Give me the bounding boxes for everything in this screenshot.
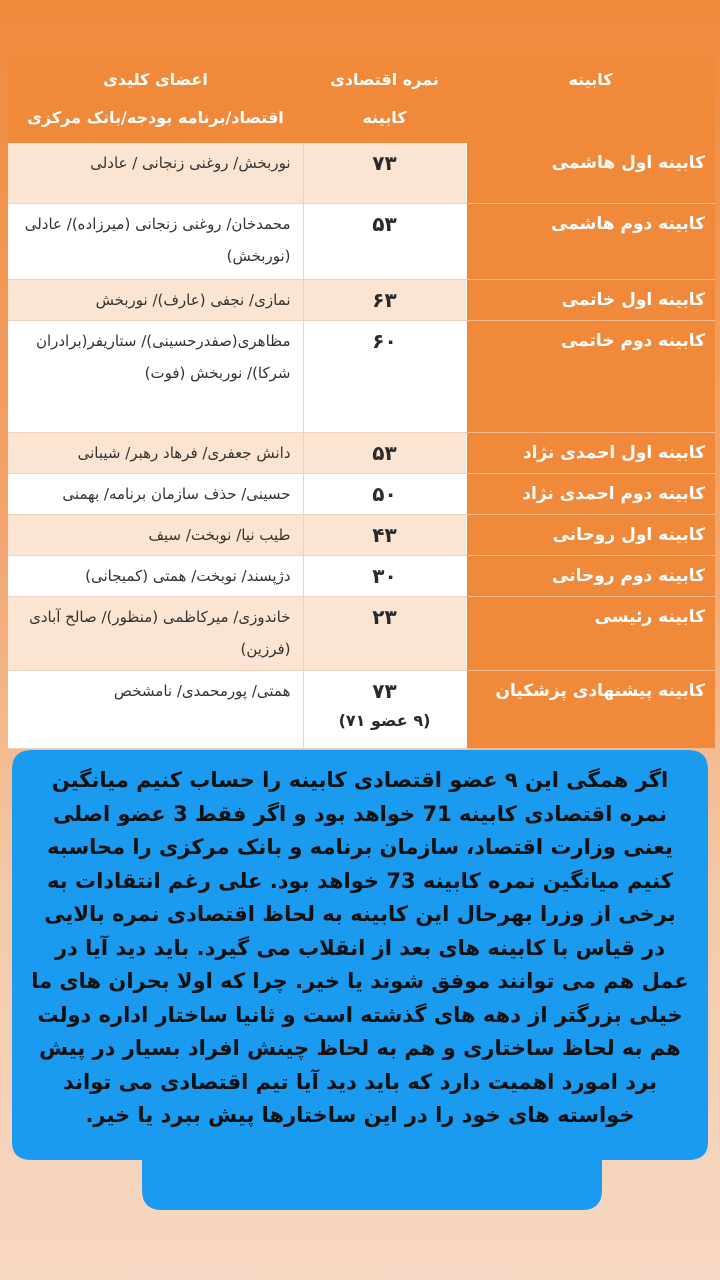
economic-score: ۲۳	[303, 596, 466, 670]
key-members: مظاهری(صفدرحسینی)/ ستاریفر(برادران شرکا)/ نوربخش (فوت)	[8, 320, 303, 432]
cabinet-score-table	[8, 55, 715, 749]
header-score: نمره اقتصادی کابینه	[303, 55, 466, 143]
economic-score: ۵۳	[303, 432, 466, 473]
economic-score: ۵۳	[303, 203, 466, 279]
table-row	[8, 514, 715, 555]
table-row	[8, 203, 715, 279]
economic-score: ۷۳ (۹ عضو ۷۱)	[303, 670, 466, 748]
table-row	[8, 596, 715, 670]
table-row	[8, 670, 715, 748]
cabinet-name: کابینه پیشنهادی پزشکیان	[466, 670, 715, 748]
key-members: دانش جعفری/ فرهاد رهبر/ شیبانی	[8, 432, 303, 473]
economic-score: ۵۰	[303, 473, 466, 514]
key-members: محمدخان/ روغنی زنجانی (میرزاده)/ عادلی (نوربخش)	[8, 203, 303, 279]
key-members: حسینی/ حذف سازمان برنامه/ بهمنی	[8, 473, 303, 514]
key-members: همتی/ پورمحمدی/ نامشخص	[8, 670, 303, 748]
header-members: اعضای کلیدی اقتصاد/برنامه بودجه/بانک مرکزی	[8, 55, 303, 143]
table-row	[8, 320, 715, 432]
key-members: طیب نیا/ نوبخت/ سیف	[8, 514, 303, 555]
table-row	[8, 432, 715, 473]
table-header-row	[8, 55, 715, 143]
header-cabinet: کابینه	[466, 55, 715, 143]
economic-score: ۶۳	[303, 279, 466, 320]
score-note: (۹ عضو ۷۱)	[338, 710, 431, 730]
cabinet-name: کابینه اول خاتمی	[466, 279, 715, 320]
cabinet-name: کابینه دوم هاشمی	[466, 203, 715, 279]
table-row	[8, 473, 715, 514]
cabinet-name: کابینه دوم روحانی	[466, 555, 715, 596]
key-members: نوربخش/ روغنی زنجانی / عادلی	[8, 143, 303, 203]
table-row	[8, 555, 715, 596]
key-members: دژپسند/ نوبخت/ همتی (کمیجانی)	[8, 555, 303, 596]
commentary-bubble	[12, 750, 708, 1210]
cabinet-name: کابینه دوم خاتمی	[466, 320, 715, 432]
cabinet-name: کابینه دوم احمدی نژاد	[466, 473, 715, 514]
cabinet-name: کابینه اول احمدی نژاد	[466, 432, 715, 473]
table-row	[8, 279, 715, 320]
commentary-text: اگر همگی این ۹ عضو اقتصادی کابینه را حساب کنیم میانگین نمره اقتصادی کابینه 71 خواهد بود و اگر فقط 3 عضو اصلی یعنی وزارت اقتصاد، سازمان برنامه و بانک مرکزی را محاسبه کنیم میانگین نمره کابینه 73 خواهد بود. علی رغم انتقادات به برخی از وزرا بهرحال این کابینه به لحاظ اقتصادی نمره بالایی در قیاس با کابینه های بعد از انقلاب می گیرد. باید دید آیا در عمل هم می توانند موفق شوند یا خیر. چرا که اولا بحران های ما خیلی بزرگتر از دهه های گذشته است و ثانیا ساختار اداره دولت هم به لحاظ ساختاری و هم به لحاظ چینش افراد بسیار در پیش برد امورد اهمیت دارد که باید دید آیا تیم اقتصادی می تواند خواسته های خود را در این ساختارها پیش ببرد یا خیر.	[31, 768, 689, 1127]
cabinet-score-table-container	[8, 55, 715, 749]
cabinet-name: کابینه اول روحانی	[466, 514, 715, 555]
key-members: نمازی/ نجفی (عارف)/ نوربخش	[8, 279, 303, 320]
key-members: خاندوزی/ میرکاظمی (منظور)/ صالح آبادی (فرزین)	[8, 596, 303, 670]
cabinet-name: کابینه رئیسی	[466, 596, 715, 670]
economic-score: ۴۳	[303, 514, 466, 555]
economic-score: ۷۳	[303, 143, 466, 203]
table-row	[8, 143, 715, 203]
economic-score: ۶۰	[303, 320, 466, 432]
cabinet-name: کابینه اول هاشمی	[466, 143, 715, 203]
economic-score: ۳۰	[303, 555, 466, 596]
